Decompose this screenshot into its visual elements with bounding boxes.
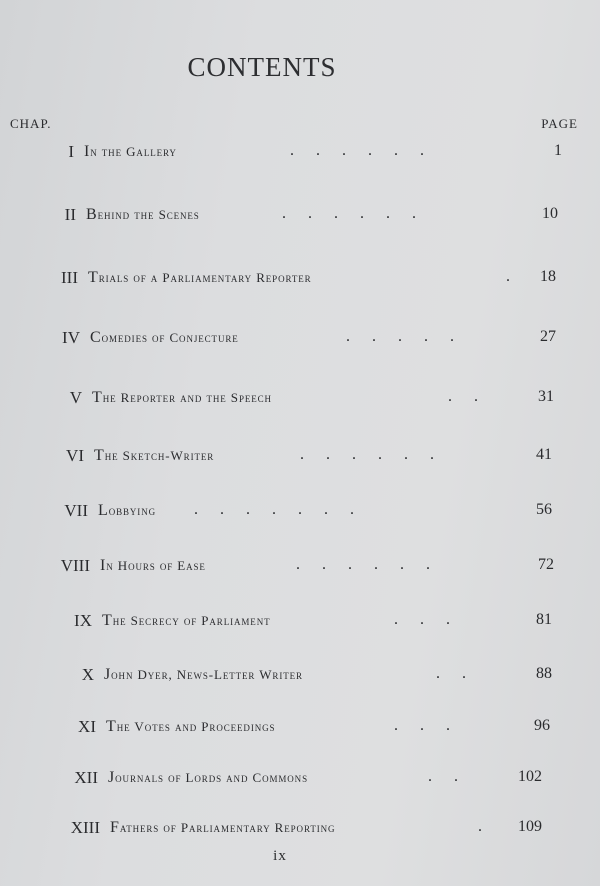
chapter-title: In the Gallery — [84, 143, 177, 160]
chapter-column-header: CHAP. — [10, 116, 52, 131]
dot-leader: ...... — [290, 142, 446, 159]
dot-leader: ...... — [296, 556, 452, 573]
page-number: 18 — [540, 268, 556, 285]
chapter-number: V — [69, 388, 82, 407]
chapter-number: XII — [74, 768, 98, 787]
chapter-number: IX — [74, 611, 92, 630]
chapter-title: The Reporter and the Speech — [92, 389, 272, 406]
chapter-title: Fathers of Parliamentary Reporting — [110, 819, 336, 836]
dot-leader: ...... — [282, 205, 438, 222]
dot-leader: ..... — [346, 328, 476, 345]
chapter-title: Behind the Scenes — [86, 206, 200, 223]
page-number: 96 — [534, 717, 550, 734]
chapter-title: The Secrecy of Parliament — [102, 612, 271, 629]
dot-leader: ... — [394, 611, 472, 628]
dot-leader: ....... — [194, 501, 376, 518]
dot-leader: . — [506, 268, 532, 285]
chapter-number: I — [68, 142, 74, 161]
chapter-title: The Sketch-Writer — [94, 447, 215, 464]
dot-leader: . — [478, 818, 504, 835]
chapter-title: Lobbying — [98, 502, 156, 519]
page-number: 10 — [542, 205, 558, 222]
page-number: 1 — [554, 142, 562, 159]
chapter-title: Journals of Lords and Commons — [108, 769, 308, 786]
page-number: 41 — [536, 446, 552, 463]
chapter-title: Trials of a Parliamentary Reporter — [88, 269, 312, 286]
page-number: 102 — [518, 768, 542, 785]
page-number: 88 — [536, 665, 552, 682]
page-number: 81 — [536, 611, 552, 628]
chapter-number: II — [64, 205, 76, 224]
chapter-number: VII — [64, 501, 88, 520]
dot-leader: .. — [436, 665, 488, 682]
page-folio: ix — [273, 848, 287, 864]
chapter-number: VI — [66, 446, 84, 465]
chapter-number: X — [81, 665, 94, 684]
page-title: CONTENTS — [187, 52, 337, 82]
chapter-title: John Dyer, News-Letter Writer — [104, 666, 303, 683]
chapter-number: XI — [78, 717, 96, 736]
chapter-title: In Hours of Ease — [100, 557, 206, 574]
page-number: 109 — [518, 818, 542, 835]
dot-leader: ... — [394, 717, 472, 734]
chapter-number: III — [61, 268, 78, 287]
chapter-number: IV — [62, 328, 80, 347]
page-number: 31 — [538, 388, 554, 405]
chapter-title: Comedies of Conjecture — [90, 329, 239, 346]
dot-leader: .. — [448, 388, 500, 405]
page-number: 56 — [536, 501, 552, 518]
chapter-number: VIII — [60, 556, 90, 575]
chapter-title: The Votes and Proceedings — [106, 718, 276, 735]
chapter-number: XIII — [70, 818, 100, 837]
dot-leader: ...... — [300, 446, 456, 463]
dot-leader: .. — [428, 768, 480, 785]
page-column-header: PAGE — [541, 116, 578, 131]
page-number: 72 — [538, 556, 554, 573]
page-number: 27 — [540, 328, 556, 345]
